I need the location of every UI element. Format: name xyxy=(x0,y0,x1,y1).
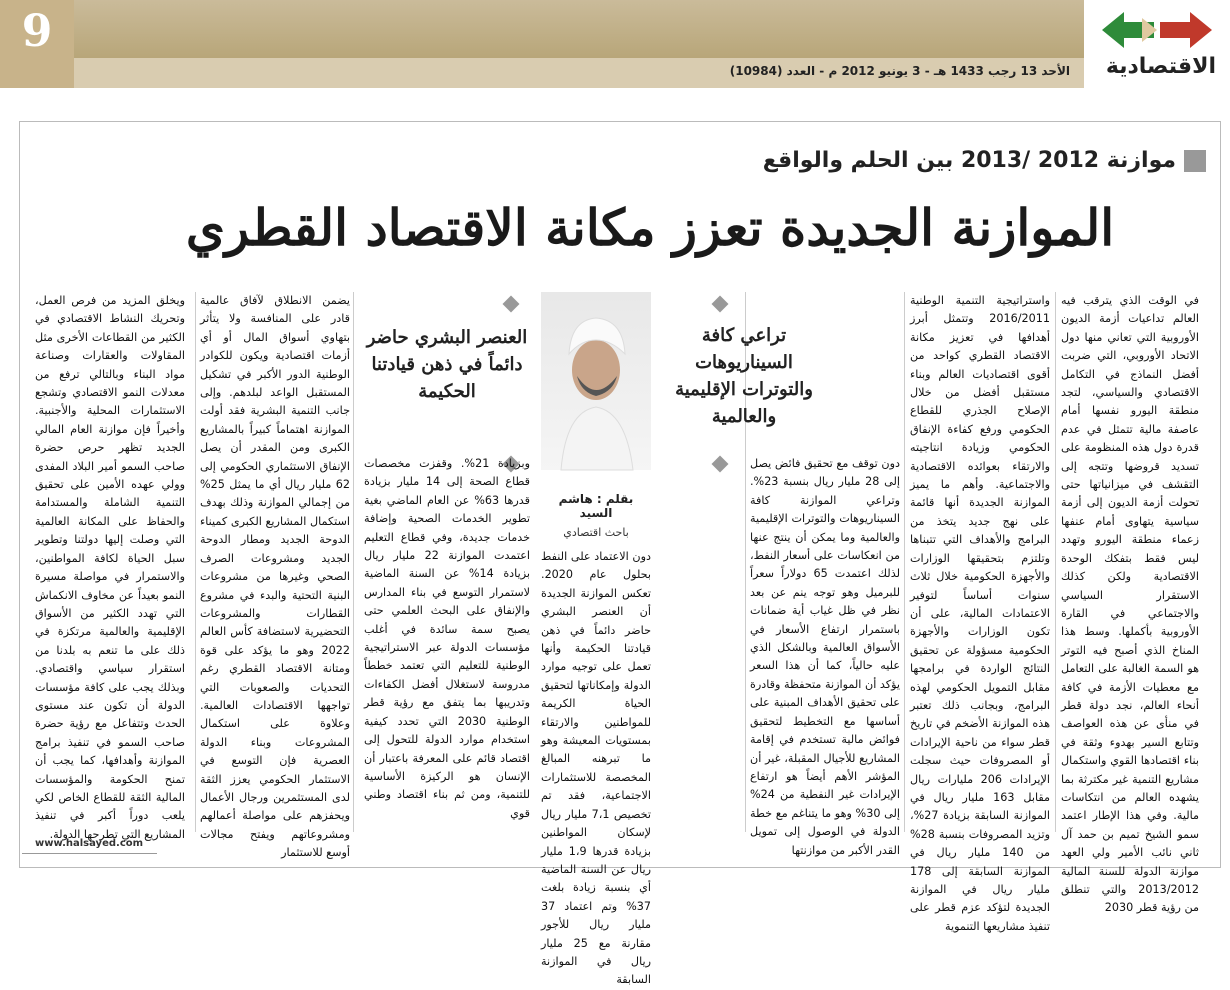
kicker-marker xyxy=(1184,150,1206,172)
article-column-3 xyxy=(750,455,900,857)
column-5-text: وبزيادة 21%. وقفزت مخصصات قطاع الصحة إلى 14 مليار بزيادة قدرها 63% عن العام الماضي بغية تطوير الخدمات الصحية وإضافة خدمات جديدة، وفي قطاع التعليم اعتمدت الموازنة 22 مليار ريال بزيادة 14% عن السنة الماضية لاستمرار التوسع في بناء المدارس والإنفاق على البحث العلمي حتى يصبح سمة سائدة في أغلب مؤسسات الدولة عبر الاستراتيجية الوطنية للتعليم التي تعتمد خططاً مدروسة لاستغلال أفضل الكفاءات وتدريبها بما يتفق مع رؤية قطر الوطنية 2030 التي تحدد كيفية استخدام موارد الدولة للتحول إلى اقتصاد قائم على المعرفة باعتبار أن الإنسان هو الركيزة الأساسية للتنمية، ومن ثم بناء اقتصاد وطني قوي xyxy=(364,457,531,820)
article-headline: الموازنة الجديدة تعزز مكانة الاقتصاد القطري xyxy=(185,198,1115,257)
article-column-2 xyxy=(910,292,1051,933)
pull-quote-1: تراعي كافة السيناريوهات والتوترات الإقليمية والعالمية xyxy=(675,325,813,427)
article-kicker xyxy=(763,148,1206,173)
column-3-text: دون توقف مع تحقيق فائض يصل إلى 28 مليار ريال بنسبة 23%. وتراعي الموازنة كافة السيناريوهات والتوترات الإقليمية والعالمية وما يمكن أن ينتج عنها من انعكاسات على أسعار النفط، لذلك اعتمدت 65 دولاراً سعراً للبرميل وهو توجه ينم عن بعد نظر في ظل غياب أية ضمانات باستمرار ارتفاع الأسعار في الأسواق العالمية وبالشكل الذي عليه حالياً، كما أن هذا السعر يؤكد أن الموازنة متحفظة وقادرة على تحقيق الأهداف المبنية على أساسها مع التخطيط لتحقيق فوائض مالية تستخدم في إقامة المشاريع للأجيال المقبلة، غير أن المؤشر الأهم أيضاً هو ارتفاع الإيرادات غير النفطية من 24% إلى 30% وهو ما يتناغم مع خطة الدولة في الوصول إلى تمويل القدر الأكبر من موازنتها xyxy=(750,457,900,857)
article-column-1 xyxy=(1061,292,1199,915)
article-column-4 xyxy=(541,548,651,987)
column-7-text: ويخلق المزيد من فرص العمل، وتحريك النشاط الاقتصادي في الكثير من القطاعات الأخرى مثل المقاولات والعقارات وصناعة مواد البناء وبالتالي ترفع من معدلات النمو الاقتصادي وتشجع الاستثمارات المحلية والأجنبية. وأخيراً فإن موازنة العام المالي الجديد تظهر حرص حضرة صاحب السمو أمير البلاد المفدى وولي عهده الأمين على تحقيق التنمية الشاملة والمستدامة والحفاظ على المكانة العالمية التي وصلت إليها دولتنا وتطوير سبل الحياة لكافة المواطنين، والاستمرار في مواصلة مسيرة النمو بعيداً عن مخاوف الانكماش التي تهدد الكثير من الأسواق الإقليمية والعالمية مرتكزة في ذلك على ما تنعم به بلدنا من استقرار سياسي واقتصادي. وبذلك يجب على كافة مؤسسات الدولة أن تكون عند مستوى الحدث وتتفاعل مع رؤية حضرة صاحب السمو في تنفيذ برامج الموازنة وأهدافها، كما يجب أن تمنح الحكومة والمؤسسات المالية الثقة للقطاع الخاص لكي يلعب دوراً أكبر في تنفيذ المشاريع التي تطرحها الدولة. xyxy=(35,294,185,841)
author-byline xyxy=(541,492,651,539)
masthead xyxy=(0,0,1230,88)
article-column-7 xyxy=(35,292,185,841)
column-2-text: واستراتيجية التنمية الوطنية 2016/2011 وتتمثل أبرز أهدافها في تعزيز مكانة الاقتصاد القطري كواحد من أقوى اقتصاديات العالم وبناء مستقبل أفضل من خلال الإصلاح الجذري للقطاع الحكومي ورفع كفاءة الإنفاق الحكومي وزيادة انتاجيته والارتقاء بعوائده الاقتصادية والاجتماعية. وأهم ما يميز الموازنة الجديدة أنها قائمة على نهج جديد يتخذ من البرامج والأهداف التي تتبناها وتلتزم بتحقيقها الوزارات والأجهزة الحكومية خلال ثلاث سنوات أساساً لتوفير الاعتمادات المالية، على أن تكون الوزارات والأجهزة الحكومية مسؤولة عن تحقيق النتائج الواردة في برامجها مقابل التمويل الحكومي لهذه البرامج، وبجانب ذلك تعتبر هذه الموازنة الأضخم في تاريخ قطر سواء من ناحية الإيرادات أو المصروفات حيث سجلت الإيرادات 206 مليارات ريال مقابل 163 مليار ريال في الموازنة السابقة بزيادة 27%، وتزيد المصروفات بنسبة 28% من 140 مليار ريال في الموازنة السابقة إلى 178 مليار ريال في الموازنة الجديدة لتؤكد عزم قطر على تنفيذ مشاريعها التنموية xyxy=(910,294,1051,933)
column-rule xyxy=(1055,292,1056,832)
page-number: 9 xyxy=(21,6,53,57)
kicker-text: موازنة 2012 /2013 بين الحلم والواقع xyxy=(762,148,1176,173)
author-photo xyxy=(541,292,651,470)
column-4-text: دون الاعتماد على النفط بحلول عام 2020. تعكس الموازنة الجديدة أن العنصر البشري حاضر دائماً في ذهن قيادتنا الحكيمة وأنها تعمل على توجيه موارد الدولة وإمكاناتها لتحقيق الحياة الكريمة للمواطنين والارتقاء بمستويات المعيشة وهو ما تبرهنه المبالغ المخصصة للاستثمارات الاجتماعية، فقد تم تخصيص 7،1 مليار ريال لإسكان المواطنين بزيادة قدرها 1،9 مليار ريال عن السنة الماضية أي بنسبة زيادة بلغت 37% وتم اعتماد 37 مليار ريال للأجور مقارنة مع 25 مليار ريال في الموازنة السابقة xyxy=(541,550,651,987)
author-portrait-icon xyxy=(541,292,651,470)
page-number-box xyxy=(0,0,74,88)
issue-date-line: الأحد 13 رجب 1433 هـ - 3 يونيو 2012 م - العدد (10984) xyxy=(729,64,1070,78)
newspaper-logo xyxy=(1084,0,1230,88)
masthead-band xyxy=(74,0,1084,58)
byline-role: باحث اقتصادي xyxy=(563,526,629,539)
column-6-text: يضمن الانطلاق لآفاق عالمية قادر على المنافسة ولا يتأثر بتهاوي أسواق المال أو أي أزمات اقتصادية ويكون للكوادر الوطنية الدور الأكبر في تشكيل المستقبل الواعد لبلدهم. وإلى جانب التنمية البشرية فقد أولت الموازنة اهتماماً كبيراً بالمشاريع الكبرى ومن المقدر أن يصل الإنفاق الاستثماري الحكومي إلى 62 مليار ريال أي ما يمثل 25% من إجمالي الموازنة وذلك بهدف استكمال المشاريع الكبرى كميناء الدوحة الجديد ومطار الدوحة الجديد ومشروعات الصرف الصحي وغيرها من مشروعات البنية التحتية والبدء في مشروع القطارات والمشروعات التحضيرية لاستضافة كأس العالم 2022 وهو ما يؤكد على قوة ومتانة الاقتصاد القطري رغم التحديات والصعوبات التي تواجهها الاقتصادات العالمية. وعلاوة على استكمال المشروعات وبناء الدولة العصرية فإن التوسع في الاستثمار الحكومي يعزز الثقة لدى المستثمرين ورجال الأعمال ويحفزهم على مواصلة أعمالهم ومشروعاتهم ويفتح مجالات أوسع للاستثمار xyxy=(200,294,350,860)
byline-name: بقلم : هاشم السيد xyxy=(558,492,634,520)
website-underline xyxy=(22,853,157,854)
logo-wordmark: الاقتصادية xyxy=(1105,54,1216,79)
article-column-6 xyxy=(200,292,350,860)
logo-arrows-icon xyxy=(1102,8,1212,52)
pull-quote-2: العنصر البشري حاضر دائماً في ذهن قيادتنا الحكيمة xyxy=(366,327,528,402)
article-column-5 xyxy=(364,455,530,845)
column-rule xyxy=(904,292,905,832)
column-1-text: في الوقت الذي يترقب فيه العالم تداعيات أزمة الديون الأوروبية التي تعاني منها دول الاتحاد الأوروبي، التي ضربت أفضل النماذج في التكامل الاقتصادي والسياسي، لتجد منطقة اليورو نفسها أمام عاصفة مالية تتمثل في عدم قدرة دول هذه المنظومة على تسديد قروضها وتتجه إلى التقشف في ميزانياتها حتى تحولت أزمة الديون إلى أزمة سياسية يتهاوى أمام عنفها زعماء منطقة اليورو وتهدد ليس فقط بتفكك الوحدة الاقتصادية ولكن كذلك الاستقرار السياسي والاجتماعي في القارة الأوروبية بأكملها. وسط هذا المناخ الذي أصبح فيه التوتر هو السمة الغالبة على التعامل مع معطيات الأزمة في كافة أنحاء العالم، نجد دولة قطر في منأى عن هذه العواصف وتتابع السير بهدوء وثقة في بناء اقتصادها القوي واستكمال مشاريع التنمية غير مكترثة بما يشهده العالم من انتكاسات مالية. وفي هذا الإطار اعتمد سمو الشيخ تميم بن حمد آل ثاني نائب الأمير ولي العهد موازنة الدولة للسنة المالية 2013/2012 والتي تنطلق من رؤية قطر 2030 xyxy=(1061,294,1199,915)
column-rule xyxy=(353,292,354,832)
author-website[interactable]: www.halsayed.com xyxy=(35,838,144,849)
column-rule xyxy=(195,292,196,832)
